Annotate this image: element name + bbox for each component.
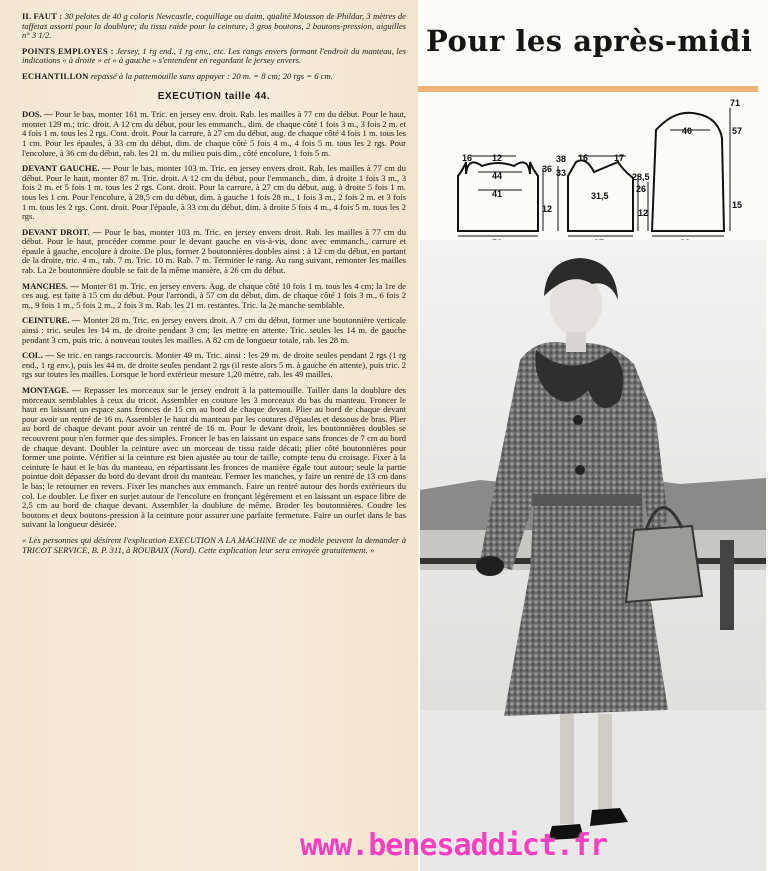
model-photo	[420, 240, 766, 871]
back-label-top-mid: 12	[492, 153, 503, 163]
pattern-schematics	[418, 96, 768, 246]
model-leg	[598, 714, 612, 810]
stitches-paragraph	[22, 47, 406, 66]
coat-button	[575, 465, 585, 475]
sleeve-label-top-right: 71	[730, 98, 741, 108]
accent-bar	[418, 86, 758, 92]
section-label: MONTAGE. —	[22, 385, 81, 395]
machine-note: « Les personnes qui désirent l'explication EXECUTION A LA MACHINE de ce modèle peuvent la demander à TRICOT SERVICE, B. P. 311, à ROUBAIX (Nord). Cette explication leur sera envoyée gratuitement. »	[22, 534, 406, 555]
section-text: Monter 28 m. Tric. en jersey envers droit. A 7 cm du début, former une boutonnière verticale ainsi : tric. seules les 14 m. de droite pendant 3 cm; les mettre en attente. Tric. seules les 14 m. de gauche pendant 3 cm, puis tric. à nouveau toutes les mailles. A 82 cm de longueur totale, rab. les 28 m.	[22, 315, 406, 345]
section-label: DEVANT GAUCHE. —	[22, 163, 111, 174]
section-text: Pour le bas, monter 103 m. Tric. en jersey envers droit. Rab. les mailles à 77 cm du début. Pour le haut, monter 87 m. Tric. droit. A 12 cm du début, pour l'emmanch., dim. à droite 1 fois 3 m., 3 fois 2 m. et 5 fois 1 m. tous les 2 rgs. Cont. droit. Pour la carrure, à 27 cm du début, aug. à droite 5 fois 1 m. tous les 1 cm. Pour l'encolure, à 28,5 cm du début, dim. à gauche 1 fois 28 m., 1 fois 3 m., 2 fois 2 m. et 3 fois 1 m. tous les 2 rgs. Cont. droit. Pour l'épaule, à 33 cm du début, dim. à droite 5 fois 4 m., 4 fois 5 m. tous les 2 rgs.	[22, 163, 406, 222]
section-text: Pour le bas, monter 103 m. Tric. en jersey envers droit. Rab. les mailles à 77 cm du début. Pour le haut, procéder comme pour le devant gauche en vis-à-vis, donc avec emmanch., carrure et épaule à gauche, encolure à droite. De plus, former 2 boutonnières doubles ainsi : à 12 cm du début, en partant de la droite, tric. 4 m., rab. 7 m. Tric. 10 m. Rab. 7 m. Terminer le rang. Au rang suivant, remonter les mailles rab. La 2e boutonnière double se fait de la même manière, à 26 cm du début.	[22, 226, 406, 276]
section-label: DEVANT DROIT. —	[22, 226, 102, 237]
section-text: Monter 81 m. Tric. en jersey envers. Aug. de chaque côté 10 fois 1 m. tous les 4 cm; la 1re de ces aug. est faite à 15 cm du début. Pour l'arrondi, à 57 cm du début, dim. de chaque côté 1 fois 3 m., 6 fois 2 m., 9 fois 1 m., 5 fois 2 m., 2 fois 3 m. Rab. les 21 m. restantes. Tric. la 2e manche semblable.	[22, 280, 406, 310]
materials-paragraph	[22, 12, 406, 41]
sleeve-label-top: 40	[682, 126, 693, 136]
gloved-hand	[476, 556, 504, 576]
stitches-text: Jersey, 1 rg end., 1 rg env., etc. Les rangs envers formant l'endroit du manteau, les indications « à droite » et « à gauche » s'entendent en regardant le jersey envers.	[22, 45, 406, 66]
watermark-text: www.benesaddict.fr	[300, 828, 608, 863]
sleeve-label-right-b: 15	[732, 200, 743, 210]
back-label-mid: 41	[492, 189, 503, 199]
coat-button	[573, 415, 583, 425]
sample-text: repassé à la pattemouille sans appuyer : 20 m. = 8 cm; 20 rgs = 6 cm.	[90, 70, 333, 81]
back-label-right-top: 36	[542, 164, 553, 174]
sample-label: ECHANTILLON	[22, 70, 89, 81]
section-label: COL. —	[22, 350, 54, 361]
front-label-mid: 31,5	[591, 191, 609, 201]
front-label-left-b: 38	[556, 154, 567, 164]
section-label: CEINTURE. —	[22, 315, 81, 326]
back-label-top-left: 16	[462, 153, 473, 163]
handbag	[626, 526, 702, 602]
materials-label: IL FAUT :	[22, 11, 63, 21]
coat-belt	[532, 494, 642, 506]
section-devant-gauche	[22, 164, 406, 222]
back-label-side: 12	[542, 204, 553, 214]
model-neck	[566, 332, 586, 352]
front-label-left-a: 33	[556, 168, 567, 178]
back-label-neck: 44	[492, 171, 503, 181]
section-manches	[22, 282, 406, 311]
railing-post	[720, 540, 734, 630]
section-dos	[22, 110, 406, 158]
front-label-side: 12	[638, 208, 649, 218]
front-label-right-b: 26	[636, 184, 647, 194]
front-label-right-a: 28,5	[632, 172, 650, 182]
section-ceinture	[22, 316, 406, 345]
model-leg	[560, 714, 574, 824]
section-text: Repasser les morceaux sur le jersey endroit à la pattemouille. Tailler dans la doublure des morceaux semblables à ceux du tricot. Assembler en couture les 3 morceaux du bas du manteau. Froncer le haut en laissant un espace sans fronces de 15 cm au bord de chaque devant. Plier au bord de chaque devant pour avoir un rentré de 16 m. Assembler le haut du manteau par les coutures d'épaules et dessous de bras. Plier au bord de chaque devant pour avoir un rentré de 16 m. Pour le devant droit, les boutonnières doubles se recouvrent pour n'en former que des simples. Froncer le bas en laissant un espace sans fronces de 7 cm au bord de chaque devant. Doubler la ceinture avec un morceau de tissu raide décati; plier côté boutonnières pour former une pointe. Vérifier si la ceinture est bien ajustée au tour de taille, compte tenu du croisage. Fixer à la ceinture le haut et le bas du manteau, en répartissant les fronces de manière égale tout autour; seule la partie pointue doit dépasser du bord du devant droit du manteau. Fermer les manches, y faire un rentré de 13 cm dans le bas; le retourner en revers. Fixer les manches aux emmanch. Faire un rentré autour des bords extérieurs du col. Le doubler. Le fixer en surjet autour de l'encolure en fronçant légèrement et en laissant un espace libre de 2,5 cm au bord de chaque devant. Assembler la doublure de même. Broder les boutonnières. Coudre les boutons et deux boutons-pression à la ceinture pour assurer une parfaite fermeture. Faire un ourlet dans le bas suivant la longueur désirée.	[22, 385, 407, 530]
sleeve-label-right-a: 57	[732, 126, 743, 136]
stitches-label: POINTS EMPLOYES :	[22, 45, 114, 56]
materials-text: 30 pelotes de 40 g coloris Newcastle, coquillage ou daim, qualité Mousson de Phildar, 3 mètres de taffetas assorti pour la doublure; du tissu raide pour la ceinture, 3 gros boutons, 2 boutons-pression, aiguilles n° 3 1/2.	[22, 11, 406, 41]
section-montage	[22, 386, 406, 530]
section-text: Se tric. en rangs raccourcis. Monter 49 m. Tric. ainsi : les 29 m. de droite seules pendant 2 rgs (1 rg end., 1 rg env.), puis les 44 m. de droite seules pendant 2 rgs (il reste alors 5 m. à gauche en attente), puis tric. 2 rgs sur toutes les mailles. Lorsque le bord extérieur mesure 1,20 mètre, rab. les 49 mailles.	[22, 350, 406, 380]
section-label: DOS. —	[22, 109, 53, 120]
section-text: Pour le bas, monter 161 m. Tric. en jersey env. droit. Rab. les mailles à 77 cm du début. Pour le haut, monter 129 m.; tric. droit. A 12 cm du début, pour les emmanch., dim. de chaque côté 1 fois 3 m., 3 fois 2 m. et 4 fois 1 m. tous les 2 rgs. Cont. droit. Pour la carrure, à 27 cm du début, aug. de chaque côté 4 fois 1 m. tous les 1 cm. Pour les épaules, à 33 cm du début, dim. de chaque côté 5 fois 4 m., 4 fois 5 m. tous les 2 rgs. Pour l'encolure, à 36 cm du début, rab. les 21 m. du milieu puis dim., côté encolure, 1 fois 5 m.	[22, 109, 407, 158]
section-label: MANCHES. —	[22, 280, 79, 291]
front-label-top-left: 16	[578, 153, 589, 163]
illustration-column	[418, 0, 768, 871]
execution-heading: EXECUTION taille 44.	[157, 90, 271, 102]
section-col	[22, 351, 406, 380]
front-label-top-right: 17	[614, 153, 625, 163]
sample-paragraph	[22, 72, 406, 82]
page-title: Pour les après-midi	[426, 24, 753, 58]
section-devant-droit	[22, 228, 406, 276]
